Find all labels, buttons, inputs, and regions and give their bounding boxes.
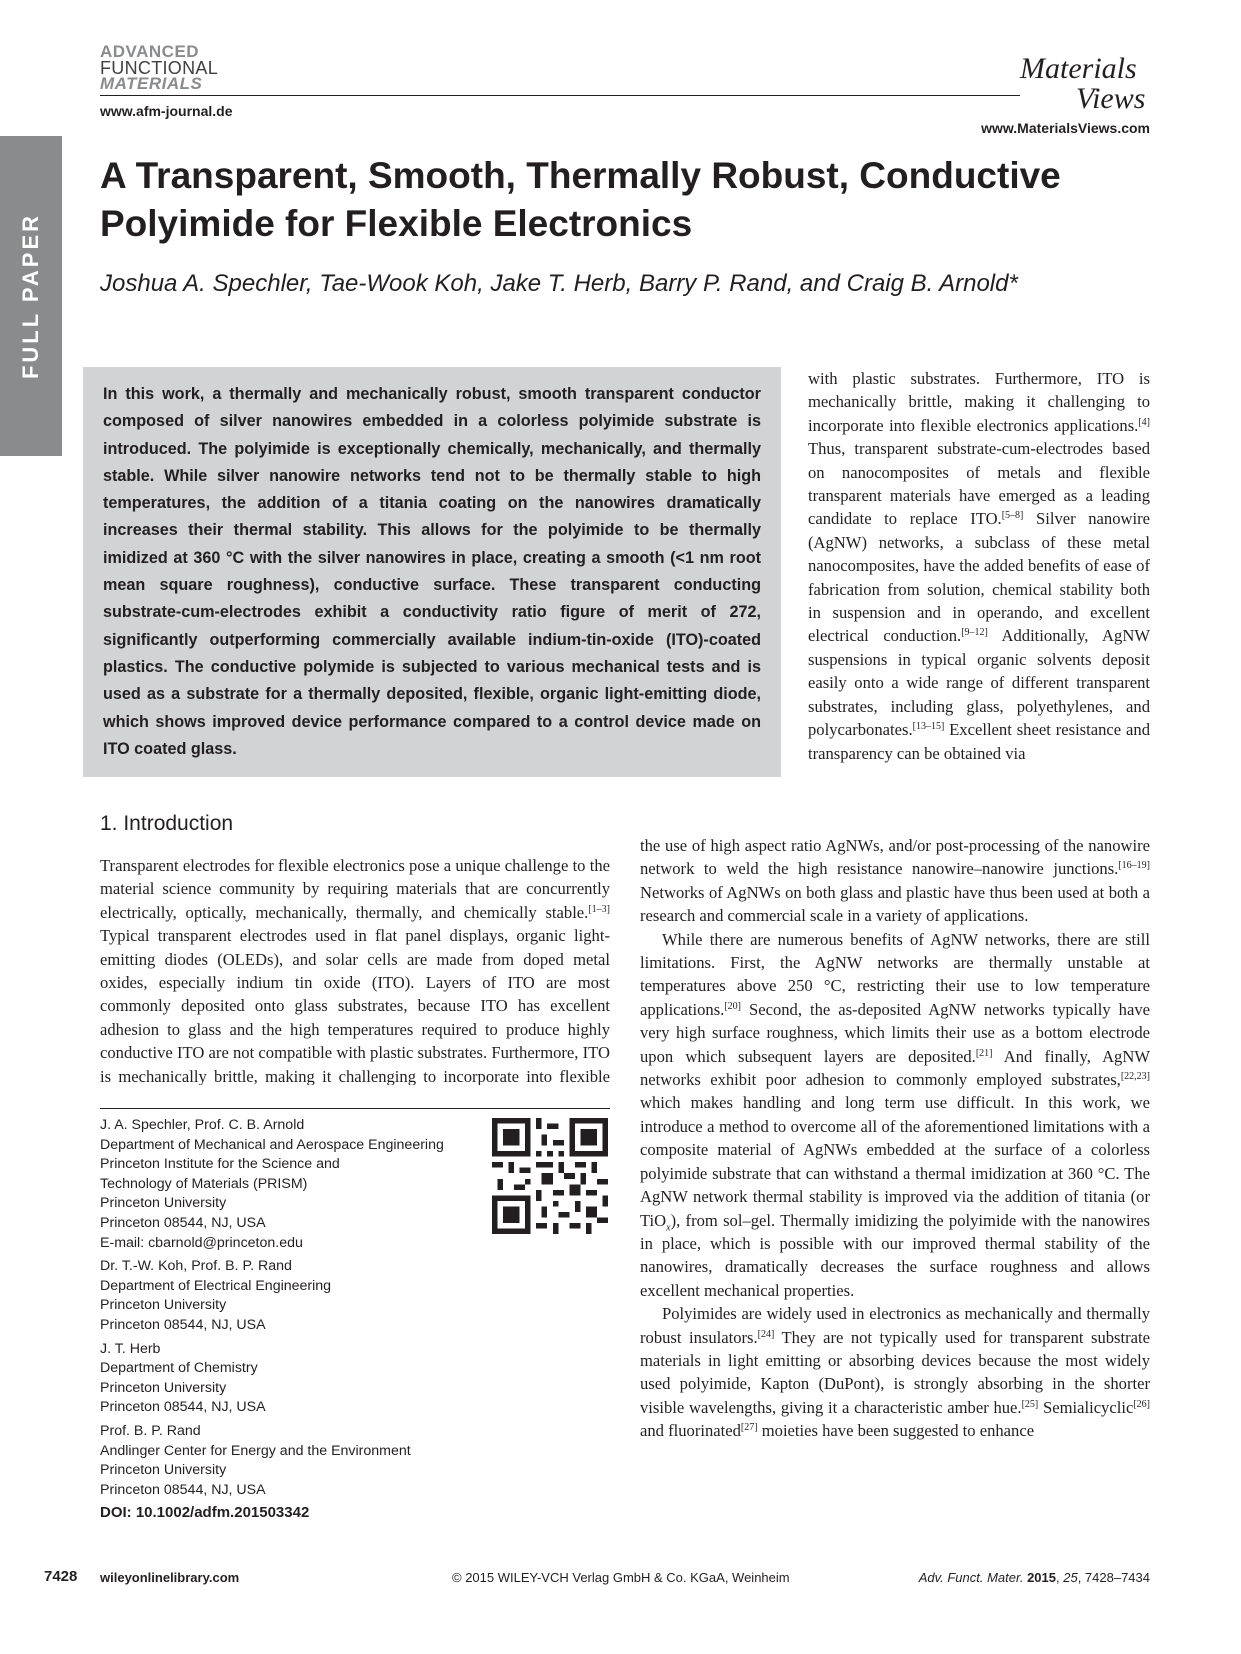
affiliation-line: Princeton 08544, NJ, USA	[100, 1481, 266, 1498]
affiliation-line: Department of Chemistry	[100, 1360, 258, 1377]
p2-text-3: And finally, AgNW networks exhibit poor adhesion to commonly employed substrates,	[640, 1046, 1150, 1090]
p1-citation-1: [1–3]	[588, 903, 610, 915]
p3-text-3: Semialicyclic	[1038, 1397, 1134, 1417]
p1-text-1: Transparent electrodes for flexible electronics pose a unique challenge to the material science community by requiring materials that are concurrently electrically, optically, mechanically, thermally, and chemically stable.	[100, 856, 610, 922]
journal-logo-line-3: MATERIALS	[100, 74, 203, 93]
affiliation-line: Andlinger Center for Energy and the Environment	[100, 1442, 411, 1459]
p2-subscript: x	[666, 1221, 671, 1233]
footer-copyright: © 2015 WILEY-VCH Verlag GmbH & Co. KGaA, Weinheim	[452, 1570, 790, 1585]
p2-citation-3: [22,23]	[1120, 1071, 1150, 1083]
publisher-url[interactable]: www.MaterialsViews.com	[981, 120, 1150, 136]
affiliation-line: Princeton University	[100, 1297, 227, 1314]
journal-logo-line-2: FUNCTIONAL	[100, 58, 219, 78]
footer-url[interactable]: wileyonlinelibrary.com	[100, 1570, 240, 1585]
affiliation-line: Technology of Materials (PRISM)	[100, 1175, 308, 1192]
citation-pages: , 7428–7434	[1077, 1570, 1150, 1585]
body-column-left	[100, 854, 610, 1085]
p3-citation-2: [25]	[1021, 1398, 1039, 1410]
publisher-logo-text-2: Views	[1076, 82, 1146, 114]
affiliation-line: Princeton 08544, NJ, USA	[100, 1316, 266, 1333]
affiliation-line: Princeton 08544, NJ, USA	[100, 1214, 266, 1231]
affiliation-line: Princeton Institute for the Science and	[100, 1156, 340, 1173]
section-tab-label: FULL PAPER	[18, 212, 43, 380]
paragraph-3	[640, 1302, 1150, 1442]
p2-text-5: ), from sol–gel. Thermally imidizing the polyimide with the nanowires in place, which is possible with our improved thermal stability of the nanowires, dramatically decreases the surface roughness and allows excellent mechanical properties.	[640, 1210, 1150, 1300]
affiliation-line: Dr. T.-W. Koh, Prof. B. P. Rand	[100, 1258, 292, 1275]
affiliation-line: Prof. B. P. Rand	[100, 1422, 201, 1439]
section-tab	[0, 136, 62, 456]
affiliation-line: J. A. Spechler, Prof. C. B. Arnold	[100, 1117, 305, 1133]
affiliation-line: Department of Electrical Engineering	[100, 1277, 332, 1294]
p3-text-5: moieties have been suggested to enhance	[757, 1421, 1035, 1441]
citation-journal: Adv. Funct. Mater.	[918, 1570, 1024, 1585]
affiliation-divider	[100, 1108, 610, 1109]
section-heading: 1. Introduction	[100, 812, 234, 835]
affiliation-line: Princeton University	[100, 1195, 227, 1212]
p1-text-2: Typical transparent electrodes used in flat panel displays, organic light-emitting diodes (OLEDs), and solar cells are made from doped metal oxides, especially indium tin oxide (ITO). Layers of ITO are most commonly deposited onto glass substrates, because ITO has excellent adhesion to glass and the high temperatures required to produce highly conductive ITO are not compatible with plastic substrates. Furthermore, ITO is mechanically brittle, making it challenging to incorporate into flexible	[100, 926, 610, 1085]
citation-volume: 25	[1063, 1570, 1078, 1585]
affiliation-line: Princeton University	[100, 1462, 227, 1479]
abstract-box	[83, 367, 781, 777]
paragraph-2	[640, 928, 1150, 1303]
citation-year: 2015	[1027, 1570, 1056, 1585]
affiliation-group-3	[100, 1340, 610, 1418]
p3-citation-1: [24]	[757, 1328, 775, 1340]
p2-citation-1: [20]	[724, 1000, 742, 1012]
author-list: Joshua A. Spechler, Tae-Wook Koh, Jake T. Herb, Barry P. Rand, and Craig B. Arnold*	[100, 270, 1018, 297]
footer-citation: Adv. Funct. Mater. 2015, 25, 7428–7434	[918, 1570, 1150, 1585]
paragraph-1	[100, 854, 610, 1085]
p2-citation-2: [21]	[975, 1047, 993, 1059]
affiliation-line: Department of Mechanical and Aerospace Engineering	[100, 1136, 444, 1153]
journal-logo-line-1: ADVANCED	[100, 42, 200, 61]
header-divider	[100, 95, 1020, 96]
affiliation-group-4	[100, 1422, 610, 1500]
p3-text-1: Polyimides are widely used in electronics as mechanically and thermally robust insulators.	[640, 1304, 1150, 1347]
affiliation-line: Princeton University	[100, 1379, 227, 1396]
affiliation-group-2	[100, 1257, 610, 1335]
doi[interactable]: DOI: 10.1002/adfm.201503342	[100, 1504, 310, 1521]
p3-text-2: They are not typically used for transparent substrate materials in light emitting or absorbing devices because the most widely used polyimide, Kapton (DuPont), is strongly absorbing in the shorter visible wavelengths, giving it a characteristic amber hue.	[640, 1327, 1150, 1417]
p3-text-4: and fluorinated	[640, 1421, 741, 1441]
journal-logo	[100, 44, 218, 92]
p2-text-2: Second, the as-deposited AgNW networks typically have very high surface roughness, which limits their use as a bottom electrode upon which subsequent layers are deposited.	[640, 999, 1150, 1066]
qr-code[interactable]	[492, 1118, 608, 1234]
p3-citation-3: [26]	[1133, 1398, 1150, 1410]
affiliation-email[interactable]: E-mail: cbarnold@princeton.edu	[100, 1234, 303, 1251]
p2-text-4: which makes handling and long term use difficult. In this work, we introduce a method to overcome all of the aforementioned limitations with a composite material of AgNWs embedded at the surface of a colorless polyimide substrate that can withstand a thermal imidization at 360 °C. The AgNW network thermal stability is improved via the addition of titania (or TiO	[640, 1093, 1150, 1230]
page-number: 7428	[44, 1568, 78, 1585]
abstract-text: In this work, a thermally and mechanically robust, smooth transparent conductor composed of silver nanowires embedded in a colorless polyimide substrate is introduced. The polyimide is exceptionally chemically, mechanically, and thermally stable. While silver nanowire networks tend not to be thermally stable to high temperatures, the addition of a titania coating on the nanowires dramatically increases their thermal stability. This allows for the polyimide to be thermally imidized at 360 °C with the silver nanowires in place, creating a smooth (<1 nm root mean square roughness), conductive surface. These transparent conducting substrate-cum-electrodes exhibit a conductivity ratio figure of merit of 272, significantly outperforming commercially available indium-tin-oxide (ITO)-coated plastics. The conductive polymide is subjected to various mechanical tests and is used as a substrate for a thermally deposited, flexible, organic light-emitting diode, which shows improved device performance compared to a control device made on ITO coated glass.	[103, 385, 761, 758]
publisher-logo	[1018, 48, 1158, 114]
affiliation-line: Princeton 08544, NJ, USA	[100, 1399, 266, 1416]
p2-text-1: While there are numerous benefits of AgNW networks, there are still limitations. First, the AgNW networks are thermally unstable at temperatures above 250 °C, restricting their use to low temperature applications.	[640, 929, 1150, 1019]
body-column-right-upper: with plastic substrates. Furthermore, ITO is mechanically brittle, making it challenging to incorporate into flexible electronics applications.[4] Thus, transparent substrate-cum-electrodes based on nanocomposites of metals and flexible transparent materials have emerged as a leading candidate to replace ITO.[5–8] Silver nanowire (AgNW) networks, a subclass of these metal nanocomposites, have the added benefits of ease of fabrication from solution, chemical stability both in suspension and in operando, and excellent electrical conduction.[9–12] Additionally, AgNW suspensions in typical organic solvents deposit easily onto a wide range of different transparent substrates, including glass, polyethylenes, and polycarbonates.[13–15] Excellent sheet resistance and transparency can be obtained via	[808, 369, 1150, 763]
paper-title: A Transparent, Smooth, Thermally Robust, Conductive Polyimide for Flexible Electronics	[100, 155, 1061, 244]
body-column-right-lower: the use of high aspect ratio AgNWs, and/or post-processing of the nanowire network to weld the high resistance nanowire–nanowire junctions.[16–19] Networks of AgNWs on both glass and plastic have thus been used at both a research and commercial scale in a variety of applications. While there are numerous benefits of AgNW networks, there are still limitations. First, the AgNW networks are thermally unstable at temperatures above 250 °C, restricting their use to low temperature applications.[20] Second, the as-deposited AgNW networks typically have very high surface roughness, which limits their use as a bottom electrode upon which subsequent layers are deposited.[21] And finally, AgNW networks exhibit poor adhesion to commonly employed substrates,[22,23] which makes handling and long term use difficult. In this work, we introduce a method to overcome all of the aforementioned limitations with a composite material of AgNWs embedded at the surface of a colorless polyimide substrate that can withstand a thermal imidization at 360 °C. The AgNW network thermal stability is improved via the addition of titania (or TiO$_x$), from sol–gel. Thermally imidizing the polyimide with the nanowires in place, which is possible with our improved thermal stability of the nanowires, dramatically decreases the surface roughness and allows excellent mechanical properties. Polyimides are widely used in electronics as mechanically and thermally robust insulators.[24] They are not typically used for transparent substrate materials in light emitting or absorbing devices because the most widely used polyimide, Kapton (DuPont), is strongly absorbing in the shorter visible wavelengths, giving it a characteristic amber hue.[25] Semialicyclic[26] and fluorinated[27] moieties have been suggested to enhance	[640, 834, 1150, 1514]
publisher-logo-text-1: Materials	[1020, 52, 1137, 85]
journal-url[interactable]: www.afm-journal.de	[100, 103, 233, 119]
affiliation-line: J. T. Herb	[100, 1340, 161, 1357]
p3-citation-4: [27]	[740, 1422, 758, 1434]
